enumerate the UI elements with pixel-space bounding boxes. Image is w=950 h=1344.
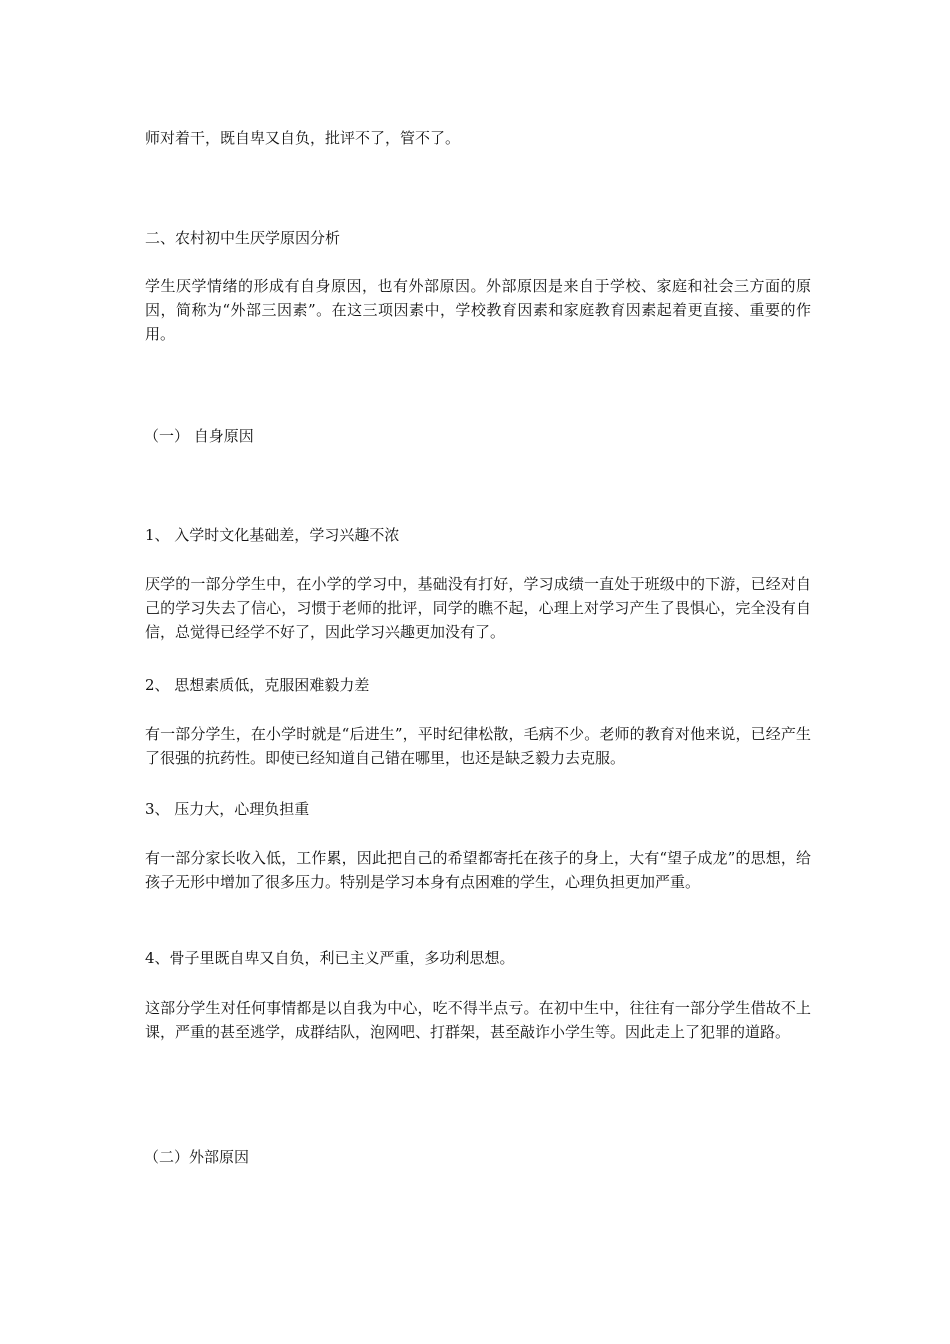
subsection-heading-internal: （一） 自身原因 [144, 427, 254, 445]
item-paragraph-4: 这部分学生对任何事情都是以自我为中心，吃不得半点亏。在初中生中，往往有一部分学生借故不上课，严重的甚至逃学，成群结队，泡网吧、打群架，甚至敲诈小学生等。因此走上了犯罪的道路。 [145, 999, 811, 1041]
item-paragraph-2: 有一部分学生，在小学时就是“后进生”，平时纪律松散，毛病不少。老师的教育对他来说，已经产生了很强的抗药性。即使已经知道自己错在哪里，也还是缺乏毅力去克服。 [145, 725, 811, 767]
section-heading: 二、农村初中生厌学原因分析 [145, 229, 341, 247]
subsection-heading-external: （二）外部原因 [144, 1148, 250, 1166]
item-paragraph-1: 厌学的一部分学生中，在小学的学习中，基础没有打好，学习成绩一直处于班级中的下游，已经对自己的学习失去了信心，习惯于老师的批评，同学的瞧不起，心理上对学习产生了畏惧心，完全没有自信，总觉得已经学不好了，因此学习兴趣更加没有了。 [145, 575, 811, 641]
item-heading-2: 2、 思想素质低，克服困难毅力差 [145, 676, 370, 694]
item-heading-3: 3、 压力大，心理负担重 [145, 800, 310, 818]
item-heading-4: 4、骨子里既自卑又自负，利已主义严重，多功利思想。 [145, 949, 515, 967]
section-intro-paragraph: 学生厌学情绪的形成有自身原因，也有外部原因。外部原因是来自于学校、家庭和社会三方面的原因，简称为“外部三因素”。在这三项因素中，学校教育因素和家庭教育因素起着更直接、重要的作用。 [145, 277, 811, 343]
item-heading-1: 1、 入学时文化基础差，学习兴趣不浓 [145, 526, 400, 544]
item-paragraph-3: 有一部分家长收入低，工作累，因此把自己的希望都寄托在孩子的身上，大有“望子成龙”的思想，给孩子无形中增加了很多压力。特别是学习本身有点困难的学生，心理负担更加严重。 [145, 849, 811, 891]
continuation-paragraph: 师对着干，既自卑又自负，批评不了，管不了。 [145, 129, 461, 147]
